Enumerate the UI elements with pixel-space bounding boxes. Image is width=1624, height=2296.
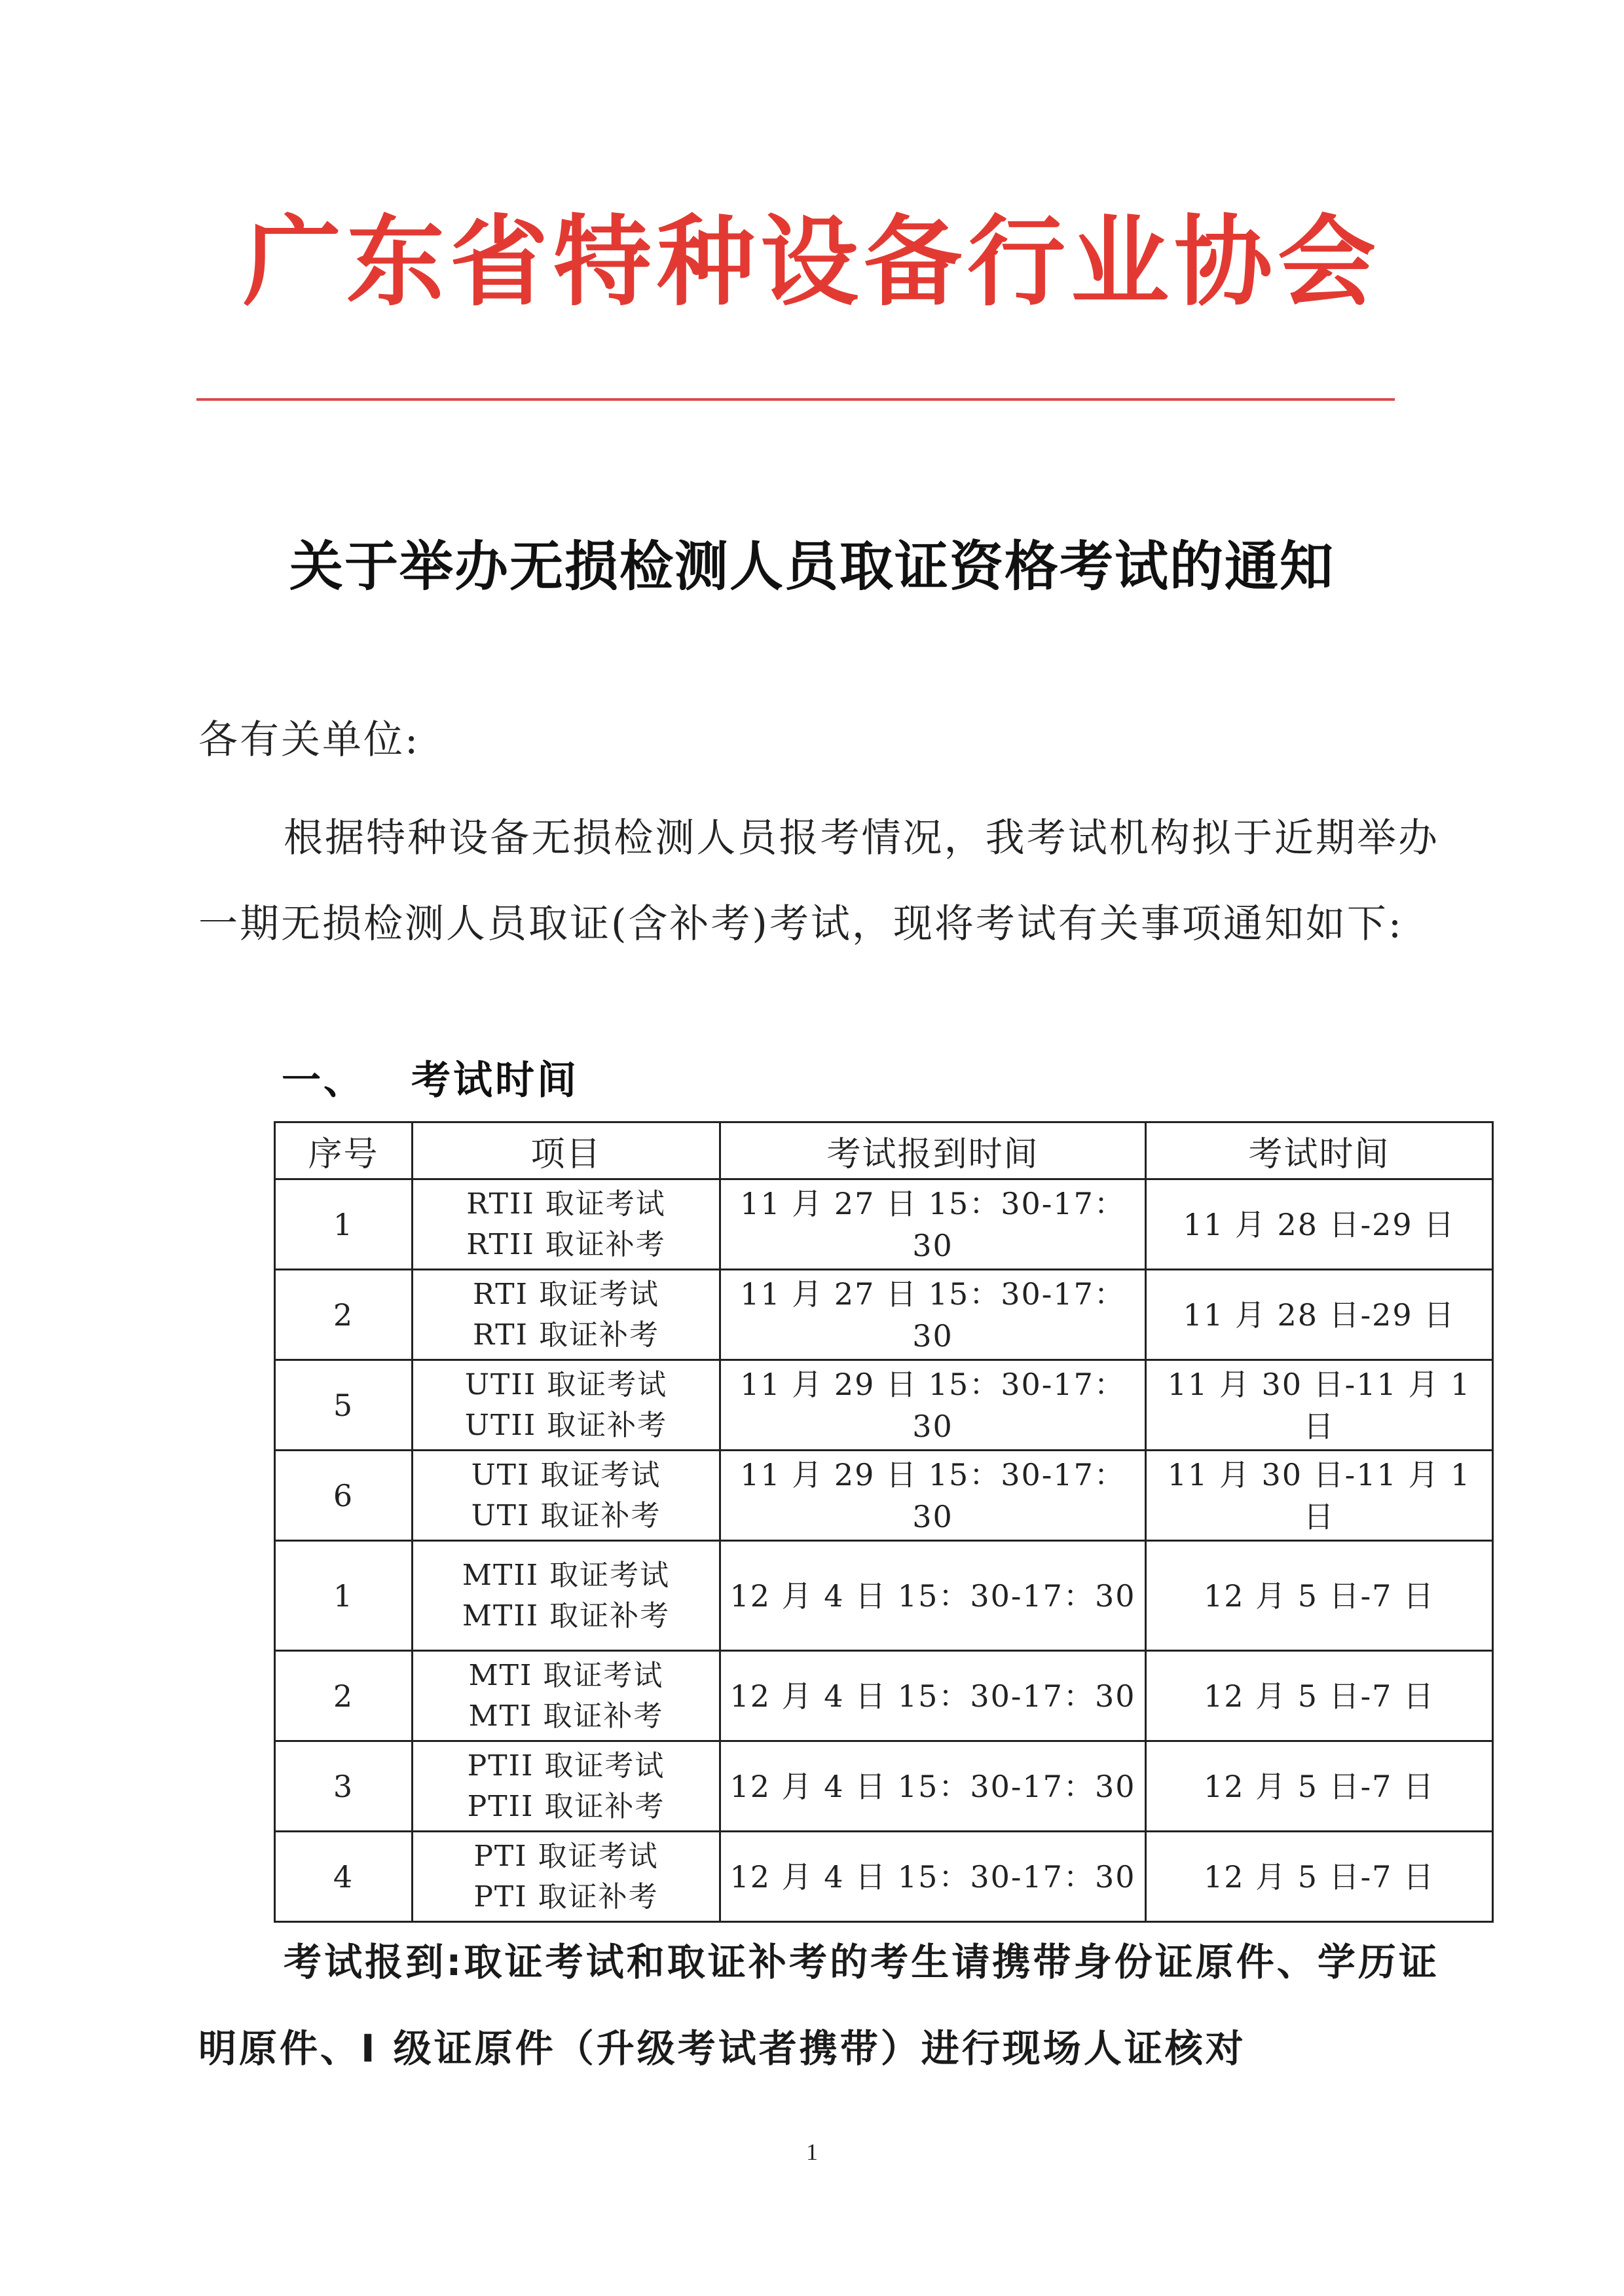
column-header-item: 项目 bbox=[413, 1122, 720, 1179]
table-row bbox=[275, 1651, 1493, 1741]
exam-time: 11 月 30 日-11 月 1 日 bbox=[1146, 1360, 1493, 1451]
exam-item bbox=[413, 1741, 720, 1832]
intro-paragraph: 根据特种设备无损检测人员报考情况，我考试机构拟于近期举办一期无损检测人员取证(含补考)考试，现将考试有关事项通知如下: bbox=[198, 815, 1439, 947]
salutation: 各有关单位: bbox=[198, 717, 420, 763]
exam-item-line: UTI 取证考试 bbox=[471, 1458, 661, 1492]
exam-item-line: RTII 取证考试 bbox=[466, 1187, 666, 1221]
exam-item-line: MTII 取证考试 bbox=[462, 1558, 671, 1592]
exam-item bbox=[413, 1832, 720, 1922]
exam-item-line: MTI 取证考试 bbox=[468, 1658, 664, 1692]
exam-item-line: PTII 取证补考 bbox=[467, 1789, 665, 1823]
exam-item-line: RTI 取证考试 bbox=[472, 1277, 660, 1311]
exam-item-line: MTI 取证补考 bbox=[468, 1699, 664, 1733]
row-number: 3 bbox=[275, 1741, 413, 1832]
section-title: 考试时间 bbox=[411, 1058, 579, 1103]
exam-item bbox=[413, 1541, 720, 1651]
checkin-time: 12 月 4 日 15：30-17：30 bbox=[720, 1741, 1146, 1832]
letterhead-divider bbox=[196, 398, 1395, 401]
table-row bbox=[275, 1832, 1493, 1922]
section-heading bbox=[282, 1051, 579, 1110]
exam-item-line: PTI 取证补考 bbox=[473, 1879, 659, 1914]
exam-item bbox=[413, 1451, 720, 1541]
exam-item-line: MTII 取证补考 bbox=[462, 1599, 671, 1633]
exam-item-line: UTII 取证考试 bbox=[464, 1367, 668, 1401]
row-number: 6 bbox=[275, 1451, 413, 1541]
table-row bbox=[275, 1451, 1493, 1541]
exam-time: 11 月 28 日-29 日 bbox=[1146, 1179, 1493, 1270]
exam-time: 11 月 30 日-11 月 1 日 bbox=[1146, 1451, 1493, 1541]
checkin-time: 12 月 4 日 15：30-17：30 bbox=[720, 1541, 1146, 1651]
exam-item-line: RTI 取证补考 bbox=[472, 1318, 660, 1352]
exam-time: 12 月 5 日-7 日 bbox=[1146, 1741, 1493, 1832]
exam-item-line: PTII 取证考试 bbox=[467, 1749, 665, 1783]
table-row bbox=[275, 1741, 1493, 1832]
exam-item-line: UTI 取证补考 bbox=[471, 1498, 661, 1532]
checkin-time: 11 月 27 日 15：30-17：30 bbox=[720, 1179, 1146, 1270]
exam-time: 12 月 5 日-7 日 bbox=[1146, 1541, 1493, 1651]
table-row bbox=[275, 1541, 1493, 1651]
page-number: 1 bbox=[806, 2139, 818, 2165]
exam-item bbox=[413, 1179, 720, 1270]
section-number: 一、 bbox=[282, 1058, 365, 1103]
exam-item-line: UTII 取证补考 bbox=[464, 1408, 668, 1442]
checkin-time: 11 月 29 日 15：30-17：30 bbox=[720, 1360, 1146, 1451]
column-header-no: 序号 bbox=[275, 1122, 413, 1179]
exam-item-line: PTI 取证考试 bbox=[473, 1839, 659, 1873]
exam-item bbox=[413, 1270, 720, 1360]
exam-schedule-table bbox=[274, 1121, 1494, 1923]
table-header-row bbox=[275, 1122, 1493, 1179]
row-number: 2 bbox=[275, 1270, 413, 1360]
checkin-time: 12 月 4 日 15：30-17：30 bbox=[720, 1832, 1146, 1922]
checkin-time: 12 月 4 日 15：30-17：30 bbox=[720, 1651, 1146, 1741]
row-number: 5 bbox=[275, 1360, 413, 1451]
exam-time: 12 月 5 日-7 日 bbox=[1146, 1651, 1493, 1741]
exam-item bbox=[413, 1360, 720, 1451]
row-number: 4 bbox=[275, 1832, 413, 1922]
table-row bbox=[275, 1179, 1493, 1270]
row-number: 1 bbox=[275, 1179, 413, 1270]
exam-time: 11 月 28 日-29 日 bbox=[1146, 1270, 1493, 1360]
checkin-note: 考试报到:取证考试和取证补考的考生请携带身份证原件、学历证明原件、I 级证原件（升级考试者携带）进行现场人证核对 bbox=[198, 1940, 1439, 2071]
exam-item-line: RTII 取证补考 bbox=[466, 1227, 666, 1261]
column-header-exam-time: 考试时间 bbox=[1146, 1122, 1493, 1179]
row-number: 1 bbox=[275, 1541, 413, 1651]
document-title: 关于举办无损检测人员取证资格考试的通知 bbox=[289, 535, 1335, 598]
table-row bbox=[275, 1270, 1493, 1360]
column-header-checkin: 考试报到时间 bbox=[720, 1122, 1146, 1179]
exam-time: 12 月 5 日-7 日 bbox=[1146, 1832, 1493, 1922]
exam-item bbox=[413, 1651, 720, 1741]
checkin-time: 11 月 27 日 15：30-17：30 bbox=[720, 1270, 1146, 1360]
checkin-time: 11 月 29 日 15：30-17：30 bbox=[720, 1451, 1146, 1541]
table-row bbox=[275, 1360, 1493, 1451]
row-number: 2 bbox=[275, 1651, 413, 1741]
organization-letterhead: 广东省特种设备行业协会 bbox=[242, 204, 1381, 320]
